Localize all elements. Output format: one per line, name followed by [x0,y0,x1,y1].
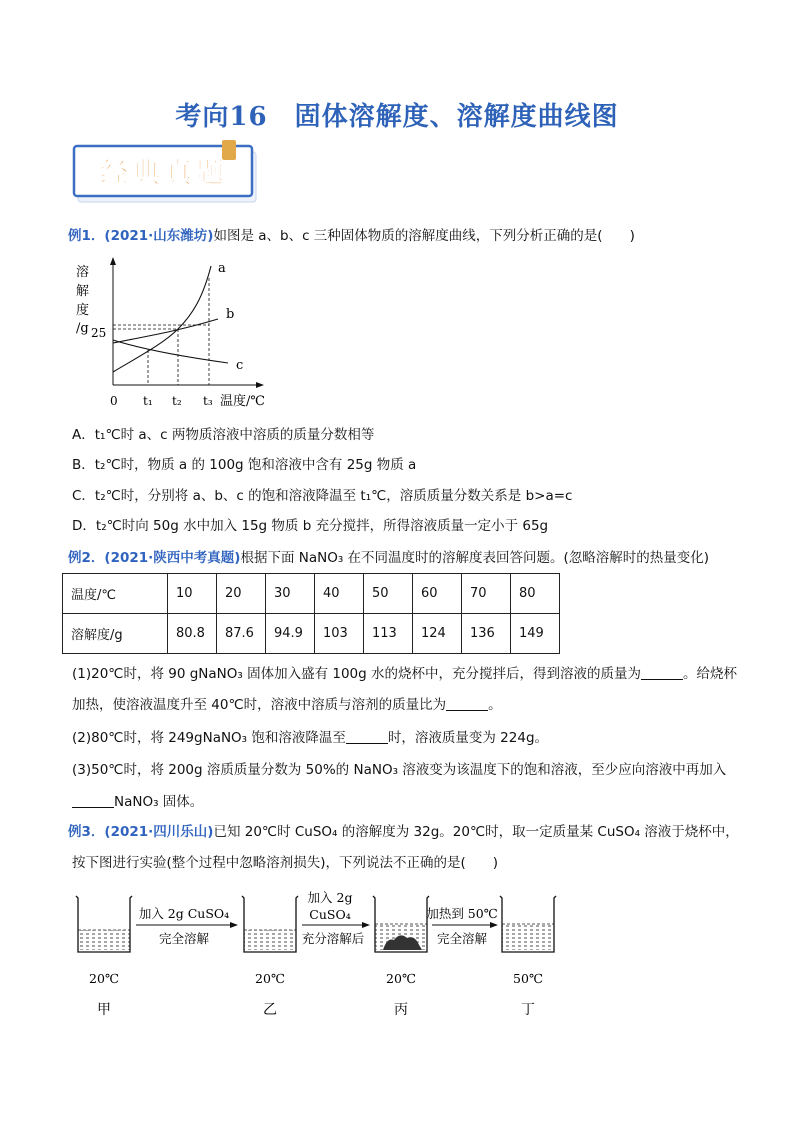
table-cell: 136 [462,614,511,654]
ex1-stem-line [68,226,635,246]
table-cell: 20 [217,574,266,614]
label-a: a [218,261,226,276]
table-cell: 40 [315,574,364,614]
ex1-option-b: B．t₂℃时，物质 a 的 100g 饱和溶液中含有 25g 物质 a [72,457,417,473]
table-cell: 87.6 [217,614,266,654]
ex2-q1-line2 [72,695,502,715]
ex2-source: (2021·陕西中考真题) [104,550,241,566]
ex2-q1-text4: 。 [488,697,502,713]
solubility-table [62,573,560,654]
ex1-source: (2021·山东潍坊) [104,228,214,244]
banner-text: 经典真题 [99,156,229,189]
table-cell: 70 [462,574,511,614]
name-yi: 乙 [263,1002,277,1018]
arrow3-top: 加热到 50℃ [426,906,498,921]
table-cell: 30 [266,574,315,614]
ex2-q1-text: (1)20℃时，将 90 gNaNO₃ 固体加入盛有 100g 水的烧杯中，充分搅拌后，得到溶液的质量为 [72,666,642,682]
arrow-3-head [490,922,498,928]
name-jia: 甲 [97,1002,111,1018]
ylabel-3: 度 [76,303,90,318]
table-cell: 103 [315,614,364,654]
curve-a [113,266,211,372]
ex2-q3-line2 [72,792,203,812]
temp-ding: 50℃ [513,971,543,986]
label-c: c [236,358,244,373]
answer-blank[interactable] [346,729,388,744]
arrow2-top2: CuSO₄ [309,907,351,922]
tick-0: 0 [110,394,118,408]
ex2-q3-line1: (3)50℃时，将 200g 溶质质量分数为 50%的 NaNO₃ 溶液变为该温度下的饱和溶液，至少应向溶液中再加入 [72,762,727,778]
ex2-stem: 根据下面 NaNO₃ 在不同温度时的溶解度表回答问题。(忽略溶解时的热量变化) [240,550,710,566]
ylabel-1: 溶 [76,265,90,280]
ex1-option-a: A．t₁℃时 a、c 两物质溶液中溶质的质量分数相等 [72,427,375,443]
x-axis-arrow [256,382,264,388]
ex1-stem: 如图是 a、b、c 三种固体物质的溶解度曲线，下列分析正确的是( ) [213,228,635,244]
beaker-bing [373,896,429,952]
ex3-stem-line2: 按下图进行实验(整个过程中忽略溶剂损失)，下列说法不正确的是( ) [72,855,499,871]
curve-c [113,340,228,363]
table-header-solubility: 溶解度/g [63,614,168,654]
xlabel: 温度/℃ [220,394,265,409]
tick-t2: t₂ [172,394,182,408]
answer-blank[interactable] [446,696,488,711]
ex2-q3-text2: NaNO₃ 固体。 [114,794,204,810]
section-banner [72,140,262,208]
ex2-q2-line [72,728,548,748]
tick-t3: t₃ [203,394,213,408]
arrow1-bottom: 完全溶解 [158,931,210,946]
arrow1-top: 加入 2g CuSO₄ [138,906,230,921]
ex2-label: 例2． [68,550,105,566]
table-cell: 113 [364,614,413,654]
beaker-yi [242,896,298,952]
table-cell: 124 [413,614,462,654]
arrow2-top1: 加入 2g [307,890,353,905]
table-cell: 149 [511,614,560,654]
arrow-2-head [362,922,370,928]
ex1-label: 例1． [68,228,105,244]
table-cell: 10 [168,574,217,614]
table-cell: 60 [413,574,462,614]
beaker-ding [500,896,556,952]
answer-blank[interactable] [641,665,683,680]
table-cell: 94.9 [266,614,315,654]
name-ding: 丁 [521,1002,535,1018]
tick-t1: t₁ [143,394,153,408]
ex3-stem-line1 [68,822,739,842]
y-axis-arrow [110,257,116,265]
ex2-q1-text2: 。给烧杯 [683,666,738,682]
temp-jia: 20℃ [89,971,119,986]
ex2-q1-line1 [72,664,737,684]
temp-bing: 20℃ [386,971,416,986]
label-b: b [226,307,235,322]
table-cell: 80 [511,574,560,614]
page-title: 考向16 固体溶解度、溶解度曲线图 [175,102,619,132]
ylabel-2: 解 [76,284,90,299]
ex3-experiment-diagram [62,880,562,1030]
ex2-stem-line [68,548,709,568]
arrow2-bottom: 充分溶解后 [301,931,365,946]
ex3-source: (2021·四川乐山) [104,824,214,840]
ex2-q2-text: (2)80℃时，将 249gNaNO₃ 饱和溶液降温至 [72,730,346,746]
answer-blank[interactable] [72,793,114,808]
name-bing: 丙 [394,1002,408,1018]
temp-yi: 20℃ [255,971,285,986]
beaker-jia [76,896,132,952]
table-cell: 50 [364,574,413,614]
table-row-temp [63,574,560,614]
arrow-1-head [230,922,238,928]
table-cell: 80.8 [168,614,217,654]
ex3-label: 例3． [68,824,105,840]
ex2-q2-text2: 时，溶液质量变为 224g。 [387,730,549,746]
tick-25: 25 [91,326,107,340]
ex2-q1-text3: 加热，使溶液温度升至 40℃时，溶液中溶质与溶剂的质量比为 [72,697,447,713]
table-header-temp: 温度/℃ [63,574,168,614]
ex1-option-c: C．t₂℃时，分别将 a、b、c 的饱和溶液降温至 t₁℃，溶质质量分数关系是 b>a=c [72,488,573,504]
ylabel-4: /g [76,321,89,336]
ex1-solubility-chart [68,252,278,418]
table-row-solubility [63,614,560,654]
arrow3-bottom: 完全溶解 [436,931,488,946]
ex1-option-d: D．t₂℃时向 50g 水中加入 15g 物质 b 充分搅拌，所得溶液质量一定小于 65g [72,518,549,534]
ex3-stem1: 已知 20℃时 CuSO₄ 的溶解度为 32g。20℃时，取一定质量某 CuSO₄ 溶液于烧杯中， [213,824,739,840]
